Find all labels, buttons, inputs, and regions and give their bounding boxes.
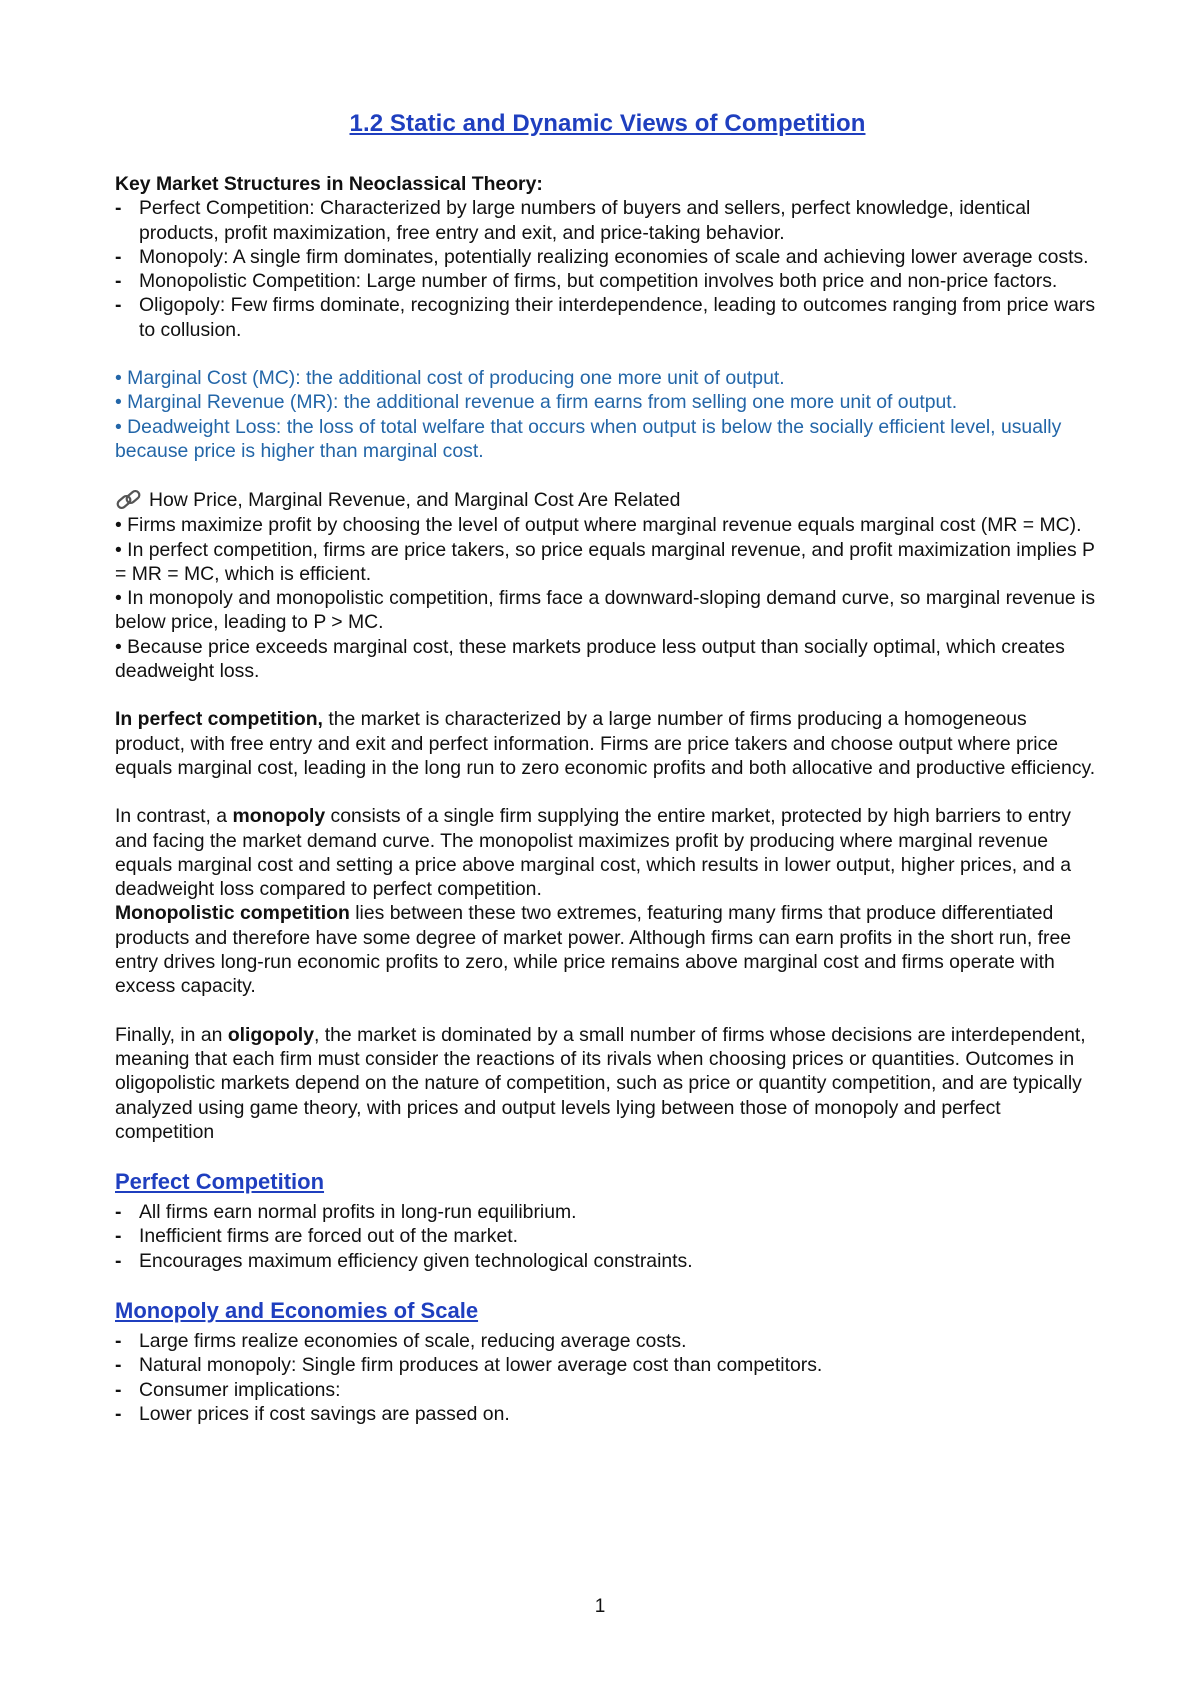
spacer — [115, 999, 1100, 1023]
document-body — [115, 172, 1100, 1426]
paragraph-text: lies between these two extremes, featuring many firms that produce differentiated products and therefore have some degree of market power. Although firms can earn profits in the short run, free entry drives long-run economic profits to zero, while price remains above marginal cost and firms operate with excess capacity. — [115, 902, 1072, 998]
spacer — [115, 1144, 1100, 1168]
list-item-text: Oligopoly: Few firms dominate, recognizing their interdependence, leading to outcomes ranging from price wars to collusion. — [139, 294, 1096, 341]
list-item — [115, 1224, 1100, 1248]
page-number: 1 — [594, 1596, 606, 1617]
list-item — [115, 245, 1100, 269]
dash-marker: - — [115, 1378, 122, 1401]
list-item — [115, 269, 1100, 293]
relation-heading-line — [115, 487, 1100, 513]
dash-marker: - — [115, 1329, 122, 1352]
relation-item: • Firms maximize profit by choosing the level of output where marginal revenue equals marginal cost (MR = MC). — [115, 514, 1082, 537]
list-item — [115, 293, 1100, 342]
relation-item: • In monopoly and monopolistic competition, firms face a downward-sloping demand curve, so marginal revenue is below price, leading to P > MC. — [115, 587, 1096, 634]
definitions-block — [115, 366, 1100, 463]
bold-term: oligopoly — [227, 1023, 314, 1046]
page-title: 1.2 Static and Dynamic Views of Competition — [349, 110, 866, 137]
definition-marginal-cost: • Marginal Cost (MC): the additional cost of producing one more unit of output. — [115, 367, 785, 390]
dash-marker: - — [115, 245, 122, 268]
list-item — [115, 1200, 1100, 1224]
list-item — [115, 1402, 1100, 1426]
dash-marker: - — [115, 1249, 122, 1272]
paragraph-monopolistic-competition — [115, 901, 1100, 998]
spacer — [115, 463, 1100, 487]
structures-heading: Key Market Structures in Neoclassical Theory: — [115, 173, 543, 195]
structures-list — [115, 196, 1100, 342]
dash-marker: - — [115, 197, 122, 220]
list-item-text: Natural monopoly: Single firm produces at lower average cost than competitors. — [139, 1354, 823, 1377]
list-item — [115, 1378, 1100, 1402]
list-item-text: Monopolistic Competition: Large number of firms, but competition involves both price and non-price factors. — [139, 270, 1058, 293]
spacer — [115, 780, 1100, 804]
list-item-text: All firms earn normal profits in long-run equilibrium. — [139, 1201, 577, 1224]
link-icon — [115, 487, 143, 513]
paragraph-oligopoly — [115, 1023, 1100, 1144]
spacer — [115, 683, 1100, 707]
list-item-text: Monopoly: A single firm dominates, potentially realizing economies of scale and achieving lower average costs. — [139, 245, 1089, 268]
paragraph-monopoly — [115, 804, 1100, 901]
dash-marker: - — [115, 1201, 122, 1224]
bold-term: Monopolistic competition — [115, 902, 350, 925]
dash-marker: - — [115, 1402, 122, 1425]
dash-marker: - — [115, 270, 122, 293]
bold-term: In perfect competition, — [115, 708, 323, 731]
list-item — [115, 1353, 1100, 1377]
paragraph-text: In contrast, a — [115, 805, 233, 828]
perfect-competition-list — [115, 1200, 1100, 1273]
spacer — [115, 1273, 1100, 1297]
dash-marker: - — [115, 294, 122, 317]
section-heading-perfect-competition: Perfect Competition — [115, 1169, 325, 1195]
list-item-text: Large firms realize economies of scale, reducing average costs. — [139, 1329, 687, 1352]
paragraph-text: the market is characterized by a large number of firms producing a homogeneous product, with free entry and exit and perfect information. Firms are price takers and choose output where price equals marginal cost, leading in the long run to zero economic profits and both allocative and productive efficiency. — [115, 708, 1096, 779]
bold-term: monopoly — [232, 805, 326, 828]
list-item-text: Lower prices if cost savings are passed on. — [139, 1402, 510, 1425]
section-heading-monopoly: Monopoly and Economies of Scale — [115, 1297, 479, 1323]
relation-item: • In perfect competition, firms are price takers, so price equals marginal revenue, and profit maximization implies P = MR = MC, which is efficient. — [115, 538, 1095, 585]
dash-marker: - — [115, 1354, 122, 1377]
list-item-text: Consumer implications: — [139, 1378, 341, 1401]
definition-deadweight-loss: • Deadweight Loss: the loss of total welfare that occurs when output is below the socially efficient level, usually because price is higher than marginal cost. — [115, 415, 1062, 462]
paragraph-text: consists of a single firm supplying the entire market, protected by high barriers to entry and facing the market demand curve. The monopolist maximizes profit by producing where marginal revenue equals marginal cost and setting a price above marginal cost, which results in lower output, higher prices, and a deadweight loss compared to perfect competition. — [115, 805, 1072, 901]
list-item — [115, 1249, 1100, 1273]
list-item-text: Perfect Competition: Characterized by large numbers of buyers and sellers, perfect knowledge, identical products, profit maximization, free entry and exit, and price-taking behavior. — [139, 197, 1031, 244]
list-item-text: Inefficient firms are forced out of the market. — [139, 1225, 519, 1248]
monopoly-list — [115, 1329, 1100, 1426]
spacer — [115, 342, 1100, 366]
paragraph-perfect-competition — [115, 707, 1100, 780]
relation-heading: How Price, Marginal Revenue, and Marginal Cost Are Related — [149, 489, 681, 512]
paragraph-text: , the market is dominated by a small number of firms whose decisions are interdependent, meaning that each firm must consider the reactions of its rivals when choosing prices or quantities. Outcomes in oligopolistic markets depend on the nature of competition, such as price or quantity competition, and are typically analyzed using game theory, with prices and output levels lying between those of monopoly and perfect competition — [115, 1023, 1086, 1143]
list-item — [115, 1329, 1100, 1353]
dash-marker: - — [115, 1225, 122, 1248]
paragraph-text: Finally, in an — [115, 1023, 228, 1046]
definition-marginal-revenue: • Marginal Revenue (MR): the additional revenue a firm earns from selling one more unit of output. — [115, 391, 958, 414]
relation-item: • Because price exceeds marginal cost, these markets produce less output than socially optimal, which creates deadweight loss. — [115, 635, 1065, 683]
list-item-text: Encourages maximum efficiency given technological constraints. — [139, 1249, 693, 1272]
list-item — [115, 196, 1100, 245]
